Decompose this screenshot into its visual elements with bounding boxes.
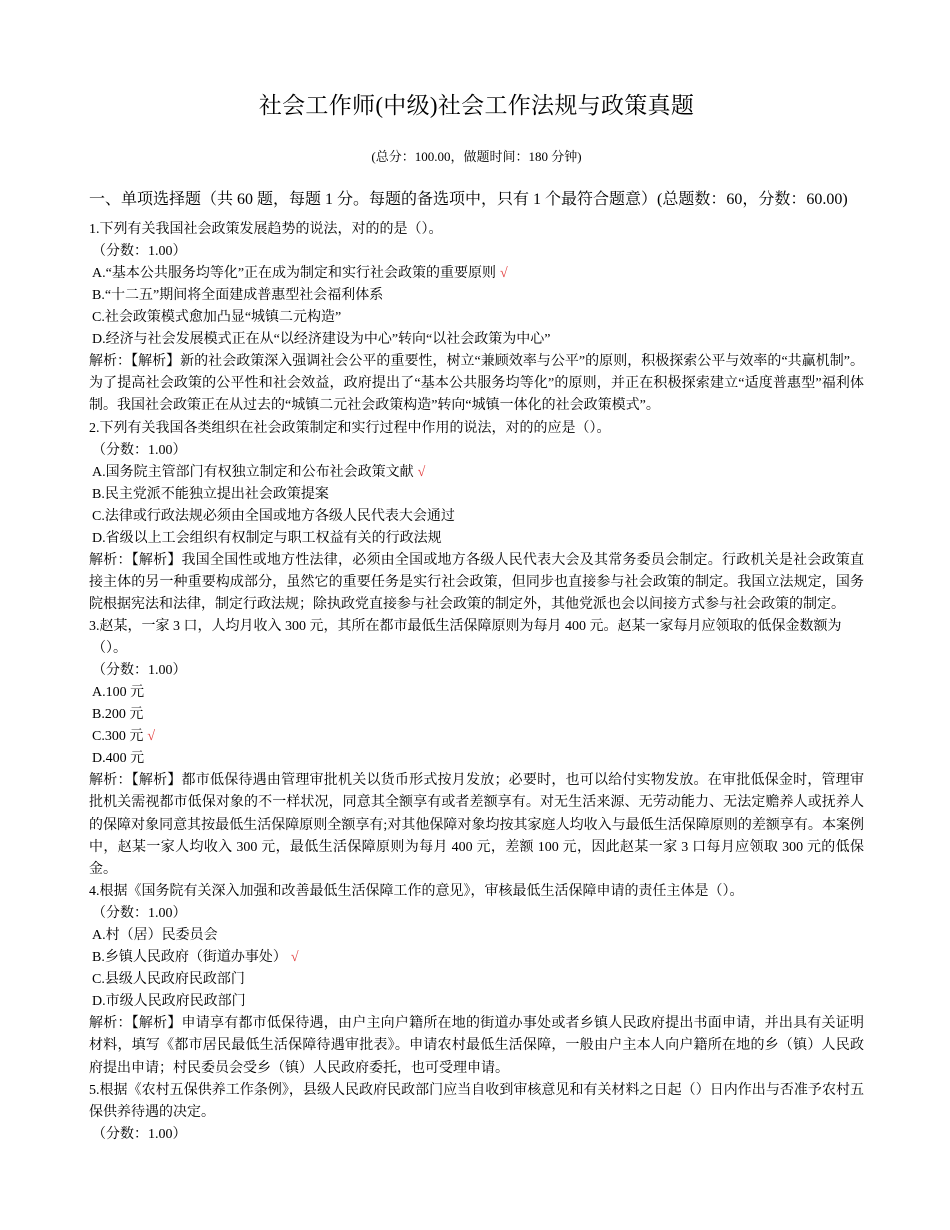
option-c: C.县级人民政府民政部门 — [92, 972, 245, 988]
correct-check-icon: √ — [290, 950, 299, 966]
question-score: （分数：1.00） — [92, 906, 187, 922]
document-title: 社会工作师(中级)社会工作法规与政策真题 — [258, 93, 695, 118]
question-stem: 2.下列有关我国各类组织在社会政策制定和实行过程中作用的说法，对的的应是（）。 — [89, 420, 611, 436]
question-list — [89, 219, 864, 1146]
option-text: A.“基本公共服务均等化”正在成为制定和实行社会政策的重要原则 — [92, 266, 497, 281]
analysis-text: 解析：【解析】都市低保待遇由管理审批机关以货币形式按月发放；必要时，也可以给付实物发放。在审批低保金时，管理审批机关需视都市低保对象的不一样状况，同意其全额享有或者差额享有。对无生活来源、无劳动能力、无法定赡养人或抚养人的保障对象同意其按最低生活保障原则全额享有;对其他保障对象均按其家庭人均收入与最低生活保障原则的差额享有。本案例中，赵某一家人均收入 300 元，最低生活保障原则为每月 400 元，差额 100 元，因此赵某一家 3 口每月应领取 300 元的低保金。 — [89, 773, 864, 878]
correct-check-icon: √ — [500, 266, 508, 281]
section-heading: 一、单项选择题（共 60 题，每题 1 分。每题的备选项中，只有 1 个最符合题意）(总题数：60，分数：60.00) — [89, 191, 848, 208]
question-score: （分数：1.00） — [92, 663, 187, 679]
correct-check-icon: √ — [417, 464, 426, 480]
option-d: D.400 元 — [92, 751, 145, 767]
option-a — [89, 462, 864, 484]
analysis-text: 解析：【解析】我国全国性或地方性法律，必须由全国或地方各级人民代表大会及其常务委员会制定。行政机关是社会政策直接主体的另一种重要构成部分，虽然它的重要任务是实行社会政策，但同步也直接参与社会政策的制定。我国立法规定，国务院根据宪法和法律，制定行政法规；除执政党直接参与社会政策的制定外，其他党派也会以间接方式参与社会政策的制定。 — [89, 552, 864, 613]
question-2 — [89, 418, 864, 617]
option-a: A.100 元 — [92, 685, 145, 701]
question-stem: 3.赵某，一家 3 口，人均月收入 300 元，其所在都市最低生活保障原则为每月 400 元。赵某一家每月应领取的低保金数额为 — [89, 619, 842, 635]
question-stem: 1.下列有关我国社会政策发展趋势的说法，对的的是（）。 — [89, 222, 443, 237]
analysis-text: 解析：【解析】申请享有都市低保待遇，由户主向户籍所在地的街道办事处或者乡镇人民政府提出书面申请，并出具有关证明材料，填写《都市居民最低生活保障待遇审批表》。申请农村最低生活保障，一般由户主本人向户籍所在地的乡（镇）人民政府提出申请；村民委员会受乡（镇）人民政府委托，也可受理申请。 — [89, 1016, 864, 1076]
question-stem: 5.根据《农村五保供养工作条例》，县级人民政府民政部门应当自收到审核意见和有关材料之日起（）日内作出与否准予农村五保供养待遇的决定。 — [89, 1082, 864, 1121]
option-text: C.300 元 — [92, 729, 144, 745]
question-score: （分数：1.00） — [92, 244, 187, 259]
question-4 — [89, 881, 864, 1080]
option-b — [89, 947, 864, 969]
option-b: B.“十二五”期间将全面建成普惠型社会福利体系 — [92, 288, 384, 303]
document-page — [89, 0, 864, 1146]
question-5 — [89, 1080, 864, 1146]
option-c: C.法律或行政法规必须由全国或地方各级人民代表大会通过 — [92, 508, 455, 524]
question-score: （分数：1.00） — [92, 1127, 187, 1143]
question-stem: 4.根据《国务院有关深入加强和改善最低生活保障工作的意见》，审核最低生活保障申请的责任主体是（）。 — [89, 884, 744, 900]
option-a — [89, 263, 864, 285]
option-a: A.村（居）民委员会 — [92, 928, 218, 944]
option-d: D.市级人民政府民政部门 — [92, 994, 246, 1010]
correct-check-icon: √ — [147, 729, 156, 745]
question-1 — [89, 219, 864, 418]
option-d: D.省级以上工会组织有权制定与职工权益有关的行政法规 — [92, 530, 442, 546]
option-c — [89, 726, 864, 748]
option-b: B.200 元 — [92, 707, 144, 723]
option-b: B.民主党派不能独立提出社会政策提案 — [92, 486, 329, 502]
exam-meta: (总分：100.00，做题时间：180 分钟) — [371, 149, 582, 164]
option-c: C.社会政策模式愈加凸显“城镇二元构造” — [92, 310, 342, 325]
question-stem-continued: （）。 — [92, 641, 127, 657]
option-text: B.乡镇人民政府（街道办事处） — [92, 950, 287, 966]
option-d: D.经济与社会发展模式正在从“以经济建设为中心”转向“以社会政策为中心” — [92, 332, 551, 347]
question-3 — [89, 616, 864, 881]
analysis-text: 解析：【解析】新的社会政策深入强调社会公平的重要性，树立“兼顾效率与公平”的原则，积极探索公平与效率的“共赢机制”。为了提高社会政策的公平性和社会效益，政府提出了“基本公共服务均等化”的原则，并正在积极探索建立“适度普惠型”福利体制。我国社会政策正在从过去的“城镇二元社会政策构造”转向“城镇一体化的社会政策模式”。 — [89, 354, 864, 414]
question-score: （分数：1.00） — [92, 442, 187, 458]
option-text: A.国务院主管部门有权独立制定和公布社会政策文献 — [92, 464, 414, 480]
